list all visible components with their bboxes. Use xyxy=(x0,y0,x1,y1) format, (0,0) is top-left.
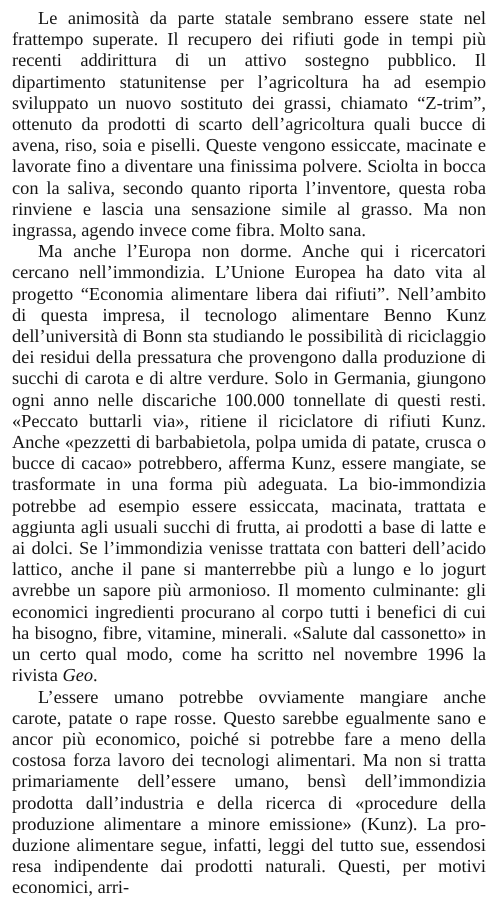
paragraph-1-text: Le animosità da parte statale sembrano essere state nel frattempo superate. Il recupero dei rifiuti gode in tempi più recenti addirittura di un attivo sostegno pubblico. Il dipartimento statunitense per l’agricoltura ha ad esempio sviluppato un nuovo sostituto dei grassi, chiamato “Z-trim”, ottenuto da prodotti di scarto dell’agricoltura quali bucce di avena, riso, soia e piselli. Queste vengono essiccate, macinate e lavorate fino a diventare una finissima polvere. Sciolta in bocca con la saliva, secondo quanto riporta l’inventore, questa roba rinviene e lascia una sensazione simile al grasso. Ma non ingrassa, agendo invece come fibra. Molto sana. xyxy=(12,8,486,241)
magazine-name: Geo xyxy=(62,665,94,686)
paragraph-1 xyxy=(12,8,486,241)
paragraph-3-text: L’essere umano potrebbe ovviamente mangiare anche carote, patate o rape rosse. Questo sarebbe egualmente sano e ancor più economico, poiché si potrebbe fare a meno della costosa forza lavoro dei tecnologi alimentari. Ma non si tratta primariamente dell’essere umano, bensì dell’immondizia prodotta dall’industria e della ricerca di «procedure della produzione alimentare a minore emissione» (Kunz). La produzione alimentare segue, infatti, leggi del tutto sue, essendosi resa indipendente dai prodotti naturali. Questi, per motivi economici, arri- xyxy=(12,686,486,898)
paragraph-2-text: Ma anche l’Europa non dorme. Anche qui i ricercatori cercano nell’immondizia. L’Unione Europea ha dato vita al progetto “Economia alimentare libera dai rifiuti”. Nell’ambito di questa impresa, il tecnologo alimentare Benno Kunz dell’università di Bonn sta studiando le possibilità di riciclaggio dei residui della pressatura che provengono dalla produzione di succhi di carota e di altre verdure. Solo in Germania, giungono ogni anno nelle discariche 100.000 tonnellate di questi resti. «Peccato buttarli via», ritiene il riciclatore di rifiuti Kunz. Anche «pezzetti di barbabietola, polpa umida di patate, crusca o bucce di cacao» potrebbero, afferma Kunz, essere mangiate, se trasformate in una forma più adeguata. La bio-immondizia potrebbe ad esempio essere essiccata, macinata, trattata e aggiunta agli usuali succhi di frutta, ai prodotti a base di latte e ai dolci. Se l’immondizia venisse trattata con batteri dell’acido lattico, anche il pane si manterrebbe più a lungo e lo jogurt avrebbe un sapore più armonioso. Il momento culminante: gli economici ingredienti procurano al corpo tutti i benefici di cui ha bisogno, fibre, vitamine, minerali. «Salute dal cassonetto» in un certo qual modo, come ha scritto nel novembre 1996 la rivista xyxy=(12,241,486,686)
paragraph-2 xyxy=(12,241,486,686)
document-page xyxy=(12,8,486,899)
paragraph-3 xyxy=(12,687,486,899)
paragraph-2-end: . xyxy=(93,665,98,686)
